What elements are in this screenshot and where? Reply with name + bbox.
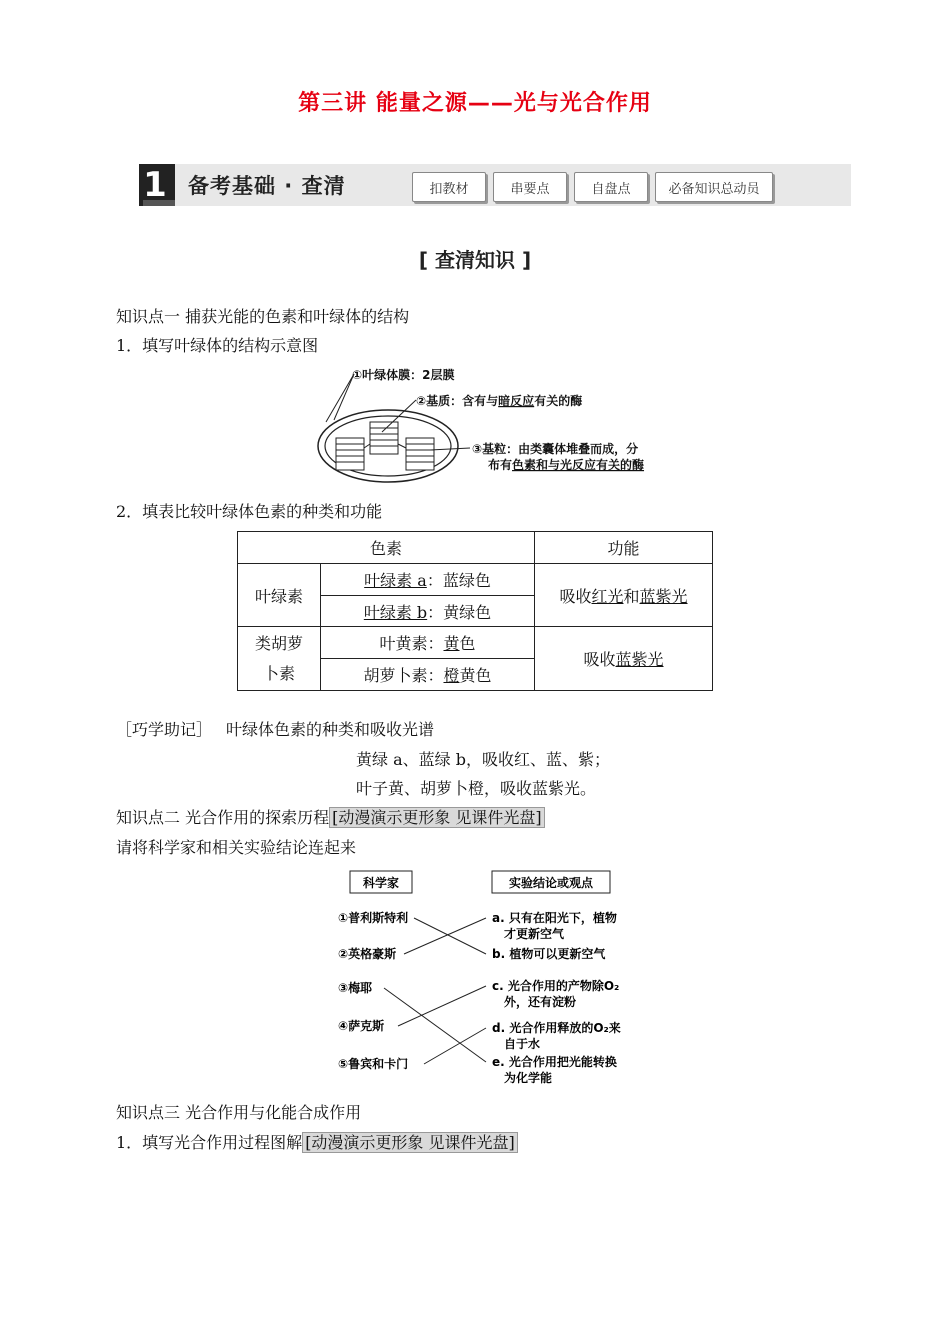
conclusion-c-2: 外，还有淀粉 [504, 995, 577, 1009]
carotene-cell: 胡萝卜素：橙黄色 [321, 659, 535, 691]
col-left-header: 科学家 [362, 876, 400, 890]
svg-text:1: 1 [143, 165, 167, 205]
kp3-item1-row [116, 1133, 518, 1153]
kp2-heading-row [116, 808, 545, 828]
chl-a-cell: 叶绿素 a：蓝绿色 [321, 564, 535, 596]
tab-self-check[interactable]: 自盘点 [574, 172, 648, 202]
kp1-item1: 1．填写叶绿体的结构示意图 [116, 336, 319, 355]
kp2-heading: 知识点二 光合作用的探索历程 [116, 808, 330, 827]
kp2-instruction: 请将科学家和相关实验结论连起来 [116, 838, 357, 857]
conclusion-e-1: e. 光合作用把光能转换 [492, 1055, 617, 1069]
tip-rhyme-1: 黄绿 a、蓝绿 b，吸收红、蓝、紫； [356, 750, 610, 769]
tip-line [116, 720, 434, 740]
scientist-1: ①普利斯特利 [338, 911, 409, 925]
scientist-matching-diagram [330, 866, 650, 1094]
kp3-heading: 知识点三 光合作用与化能合成作用 [116, 1103, 362, 1122]
kp1-item2: 2．填表比较叶绿体色素的种类和功能 [116, 502, 383, 521]
banner-number-icon [139, 164, 175, 206]
conclusion-b: b. 植物可以更新空气 [492, 947, 606, 961]
scientist-5: ⑤鲁宾和卡门 [338, 1057, 409, 1071]
banner-title: 备考基础 · 查清 [188, 174, 346, 198]
table-head-function: 功能 [535, 532, 713, 564]
pigment-table [237, 531, 713, 691]
conclusion-d-1: d. 光合作用释放的O₂来 [492, 1021, 621, 1035]
media-link-1[interactable]: [动漫演示更形象 见课件光盘] [329, 807, 545, 828]
table-head-pigment: 色素 [238, 532, 535, 564]
conclusion-a-1: a. 只有在阳光下，植物 [492, 911, 617, 925]
conclusion-c-1: c. 光合作用的产物除O₂ [492, 979, 620, 993]
media-link-2[interactable]: [动漫演示更形象 见课件光盘] [302, 1132, 518, 1153]
tab-textbook[interactable]: 扣教材 [412, 172, 486, 202]
tab-key-points[interactable]: 串要点 [493, 172, 567, 202]
scientist-2: ②英格豪斯 [338, 947, 397, 961]
section-tag: [ 查清知识 ] [418, 248, 532, 272]
scientist-4: ④萨克斯 [338, 1019, 385, 1033]
scientist-3: ③梅耶 [338, 981, 373, 995]
svg-text:③基粒：由类囊体堆叠而成，分: ③基粒：由类囊体堆叠而成，分 [472, 442, 639, 456]
kp1-heading: 知识点一 捕获光能的色素和叶绿体的结构 [116, 307, 410, 326]
tip-title: 叶绿体色素的种类和吸收光谱 [226, 720, 435, 739]
tip-label: ［巧学助记］ [116, 720, 213, 739]
chl-b-cell: 叶绿素 b：黄绿色 [321, 596, 535, 627]
col-right-header: 实验结论或观点 [508, 876, 594, 890]
tip-rhyme-2: 叶子黄、胡萝卜橙，吸收蓝紫光。 [356, 779, 597, 798]
page-title: 第三讲 能量之源——光与光合作用 [298, 91, 652, 116]
xanthophyll-cell: 叶黄素：黄色 [321, 627, 535, 659]
conclusion-e-2: 为化学能 [504, 1071, 553, 1085]
svg-text:②基质：含有与暗反应有关的酶: ②基质：含有与暗反应有关的酶 [416, 394, 583, 408]
conclusion-d-2: 自于水 [504, 1037, 541, 1051]
svg-text:①叶绿体膜：2层膜: ①叶绿体膜：2层膜 [352, 368, 455, 382]
chloroplast-diagram [312, 362, 692, 484]
chlorophyll-cell: 叶绿素 [238, 564, 321, 627]
conclusion-a-2: 才更新空气 [504, 927, 565, 941]
car-function-cell: 吸收蓝紫光 [535, 627, 713, 691]
svg-text:布有色素和与光反应有关的酶: 布有色素和与光反应有关的酶 [488, 458, 645, 472]
tab-knowledge-review[interactable]: 必备知识总动员 [655, 172, 773, 202]
carotenoid-cell: 类胡萝 卜素 [238, 627, 321, 691]
chl-function-cell: 吸收红光和蓝紫光 [535, 564, 713, 627]
kp3-item1: 1．填写光合作用过程图解 [116, 1133, 303, 1152]
